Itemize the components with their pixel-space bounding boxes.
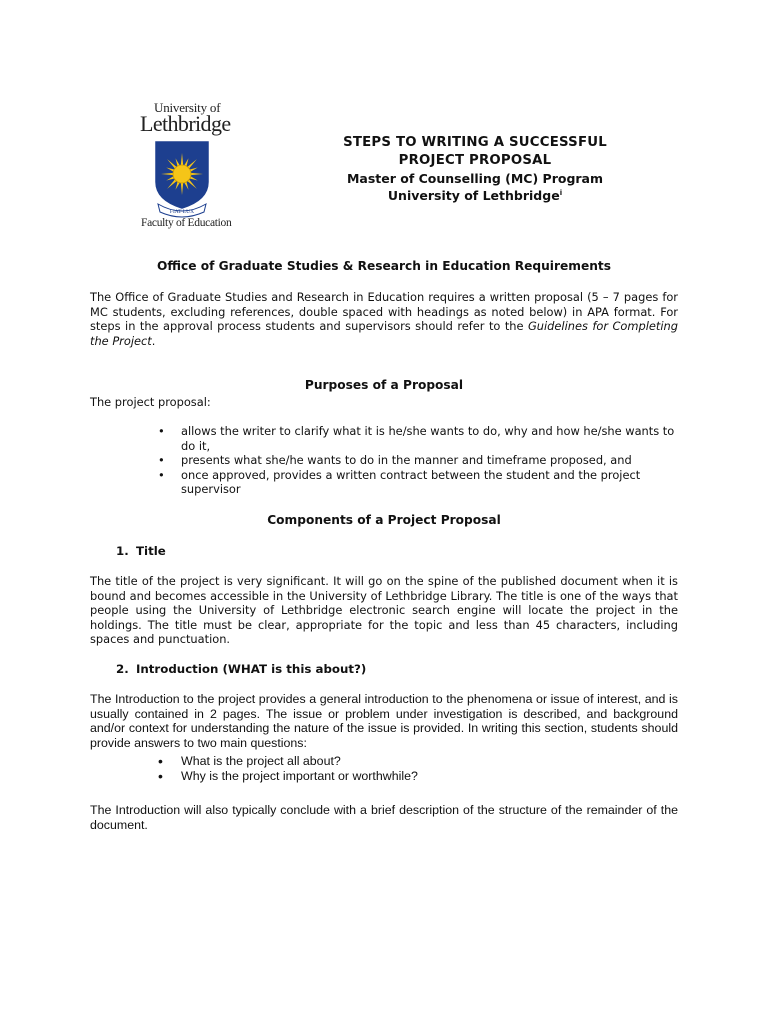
requirements-heading: Office of Graduate Studies & Research in Education Requirements [157,259,611,273]
bullet-icon: • [158,753,163,769]
bullet-icon: • [158,453,165,468]
logo-faculty: Faculty of Education [141,217,232,229]
university-name-text: University of Lethbridge [387,188,560,203]
section-number: 2. [116,662,129,676]
section-label: Introduction (WHAT is this about?) [136,662,367,676]
university-name [280,188,670,203]
components-heading: Components of a Project Proposal [267,513,501,527]
section-label: Title [136,544,166,558]
list-item [158,424,678,453]
list-item [158,754,678,769]
document-title-line1: STEPS TO WRITING A SUCCESSFUL [343,135,607,150]
logo-lethbridge: Lethbridge [140,111,231,136]
requirements-paragraph [90,290,678,348]
purposes-heading: Purposes of a Proposal [304,378,464,392]
purpose-text: presents what she/he wants to do in the manner and timeframe proposed, and [181,453,632,468]
question-text: Why is the project important or worthwhile? [181,769,418,783]
program-name: Master of Counselling (MC) Program [346,171,604,186]
footnote-mark: i [559,188,563,197]
logo-university-of: University of [154,100,221,115]
bullet-icon: • [158,768,163,784]
document-title-line2: PROJECT PROPOSAL [398,153,552,168]
title-section-paragraph: The title of the project is very significant. It will go on the spine of the published document when it is bound and becomes accessible in the University of Lethbridge Library. The title is one of the ways that people using the University of Lethbridge electronic search engine will locate the project in the holdings. The title must be clear, appropriate for the topic and less than 45 characters, including spaces and punctuation. [90,574,678,647]
introduction-section-heading [116,662,366,676]
crest-icon [152,138,212,218]
list-item [158,769,678,784]
bullet-icon: • [158,467,165,482]
introduction-paragraph: The Introduction to the project provides a general introduction to the phenomena or issue of interest, and is usually contained in 2 pages. The issue or problem under investigation is described, and background and/or context for understanding the nature of the issue is provided. In writing this section, students should provide answers to two main questions: [90,692,678,750]
introduction-questions [158,754,678,784]
university-logo [142,101,238,231]
list-item [158,468,678,497]
title-section-heading [116,544,166,558]
guidelines-title: Guidelines for Completing the Project [90,319,678,348]
purpose-text: allows the writer to clarify what it is he/she wants to do, why and how he/she wants to do it, [181,424,675,453]
bullet-icon: • [158,424,165,438]
introduction-conclusion: The Introduction will also typically conclude with a brief description of the structure of the remainder of the document. [90,803,678,832]
logo-motto: FIAT LUX [169,209,195,215]
section-number: 1. [116,544,129,558]
purpose-text: once approved, provides a written contract between the student and the project supervisor [181,467,641,497]
requirements-text: The Office of Graduate Studies and Research in Education requires a written proposal (5 – 7 pages for MC students, excluding references, double spaced with headings as noted below) in APA format. For steps in the approval process students and supervisors should refer to the [90,290,678,334]
question-text: What is the project all about? [181,754,341,768]
requirements-period: . [151,333,156,348]
purposes-list [158,424,678,497]
list-item [158,453,678,468]
purposes-intro: The project proposal: [90,395,211,409]
